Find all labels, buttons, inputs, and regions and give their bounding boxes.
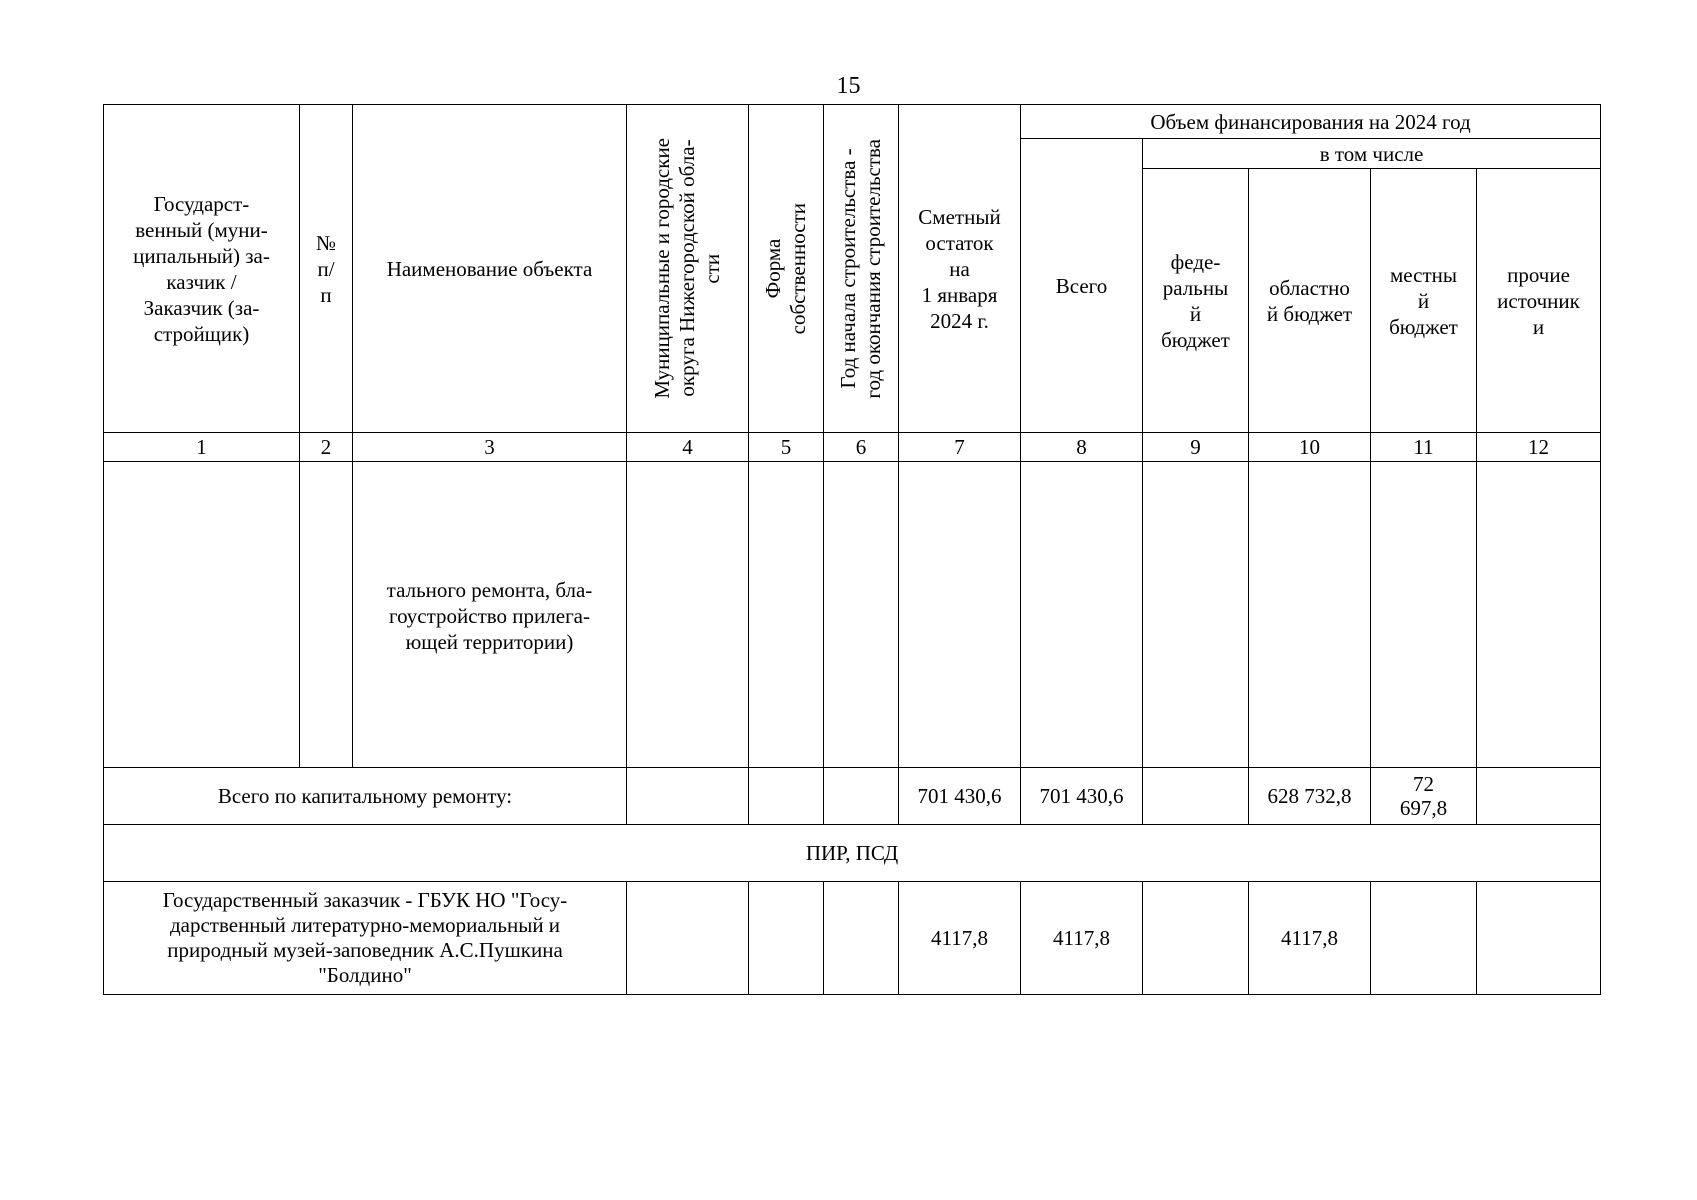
cell-empty [1477,462,1601,768]
financing-table [103,104,1601,995]
column-number: 6 [824,433,899,462]
cell-empty [1143,768,1249,825]
cell-empty [824,462,899,768]
column-number: 12 [1477,433,1601,462]
column-number: 10 [1249,433,1371,462]
column-number: 9 [1143,433,1249,462]
column-number: 1 [104,433,300,462]
section-title: ПИР, ПСД [104,825,1601,882]
header-municipality: Муниципальные и городские округа Нижегородской обла- сти [627,105,749,433]
header-local: местны й бюджет [1371,169,1477,433]
cell-empty [824,768,899,825]
cell-empty [627,768,749,825]
header-number: № п/ п [300,105,353,433]
header-estimate: Сметный остаток на 1 января 2024 г. [899,105,1021,433]
section-row [104,825,1601,882]
cell-empty [627,462,749,768]
customer-total: 4117,8 [1021,882,1143,995]
cell-empty [749,768,824,825]
header-total: Всего [1021,139,1143,433]
column-number: 2 [300,433,353,462]
header-regional: областно й бюджет [1249,169,1371,433]
customer-label: Государственный заказчик - ГБУК НО "Госу- дарственный литературно-мемориальный и природный музей-заповедник А.С.Пушкина "Болдино" [104,882,627,995]
cell-empty [824,882,899,995]
cell-empty [300,462,353,768]
continued-row [104,462,1601,768]
capital-repair-local: 72 697,8 [1371,768,1477,825]
customer-row [104,882,1601,995]
cell-empty [1021,462,1143,768]
column-number: 8 [1021,433,1143,462]
column-number-row [104,433,1601,462]
column-number: 4 [627,433,749,462]
cell-empty [1249,462,1371,768]
continued-object-name: тального ремонта, бла- гоустройство прилега- ющей территории) [353,462,627,768]
cell-empty [1477,768,1601,825]
column-number: 7 [899,433,1021,462]
cell-empty [1143,462,1249,768]
customer-regional: 4117,8 [1249,882,1371,995]
header-other: прочие источник и [1477,169,1601,433]
capital-repair-total-row [104,768,1601,825]
header-funding-title: Объем финансирования на 2024 год [1021,105,1601,139]
column-number: 3 [353,433,627,462]
cell-empty [749,882,824,995]
cell-empty [1143,882,1249,995]
header-federal: феде- ральны й бюджет [1143,169,1249,433]
cell-empty [1477,882,1601,995]
customer-estimate: 4117,8 [899,882,1021,995]
header-years: Год начала строительства - год окончания строительства [824,105,899,433]
cell-empty [627,882,749,995]
capital-repair-total-label: Всего по капитальному ремонту: [104,768,627,825]
capital-repair-estimate: 701 430,6 [899,768,1021,825]
capital-repair-total: 701 430,6 [1021,768,1143,825]
header-object-name: Наименование объекта [353,105,627,433]
header-including: в том числе [1143,139,1601,169]
capital-repair-regional: 628 732,8 [1249,768,1371,825]
column-number: 11 [1371,433,1477,462]
column-number: 5 [749,433,824,462]
cell-empty [1371,882,1477,995]
cell-empty [104,462,300,768]
cell-empty [1371,462,1477,768]
page-number: 15 [836,73,861,99]
cell-empty [899,462,1021,768]
cell-empty [749,462,824,768]
header-ownership: Форма собственности [749,105,824,433]
header-customer: Государст- венный (муни- ципальный) за- казчик / Заказчик (за- стройщик) [104,105,300,433]
